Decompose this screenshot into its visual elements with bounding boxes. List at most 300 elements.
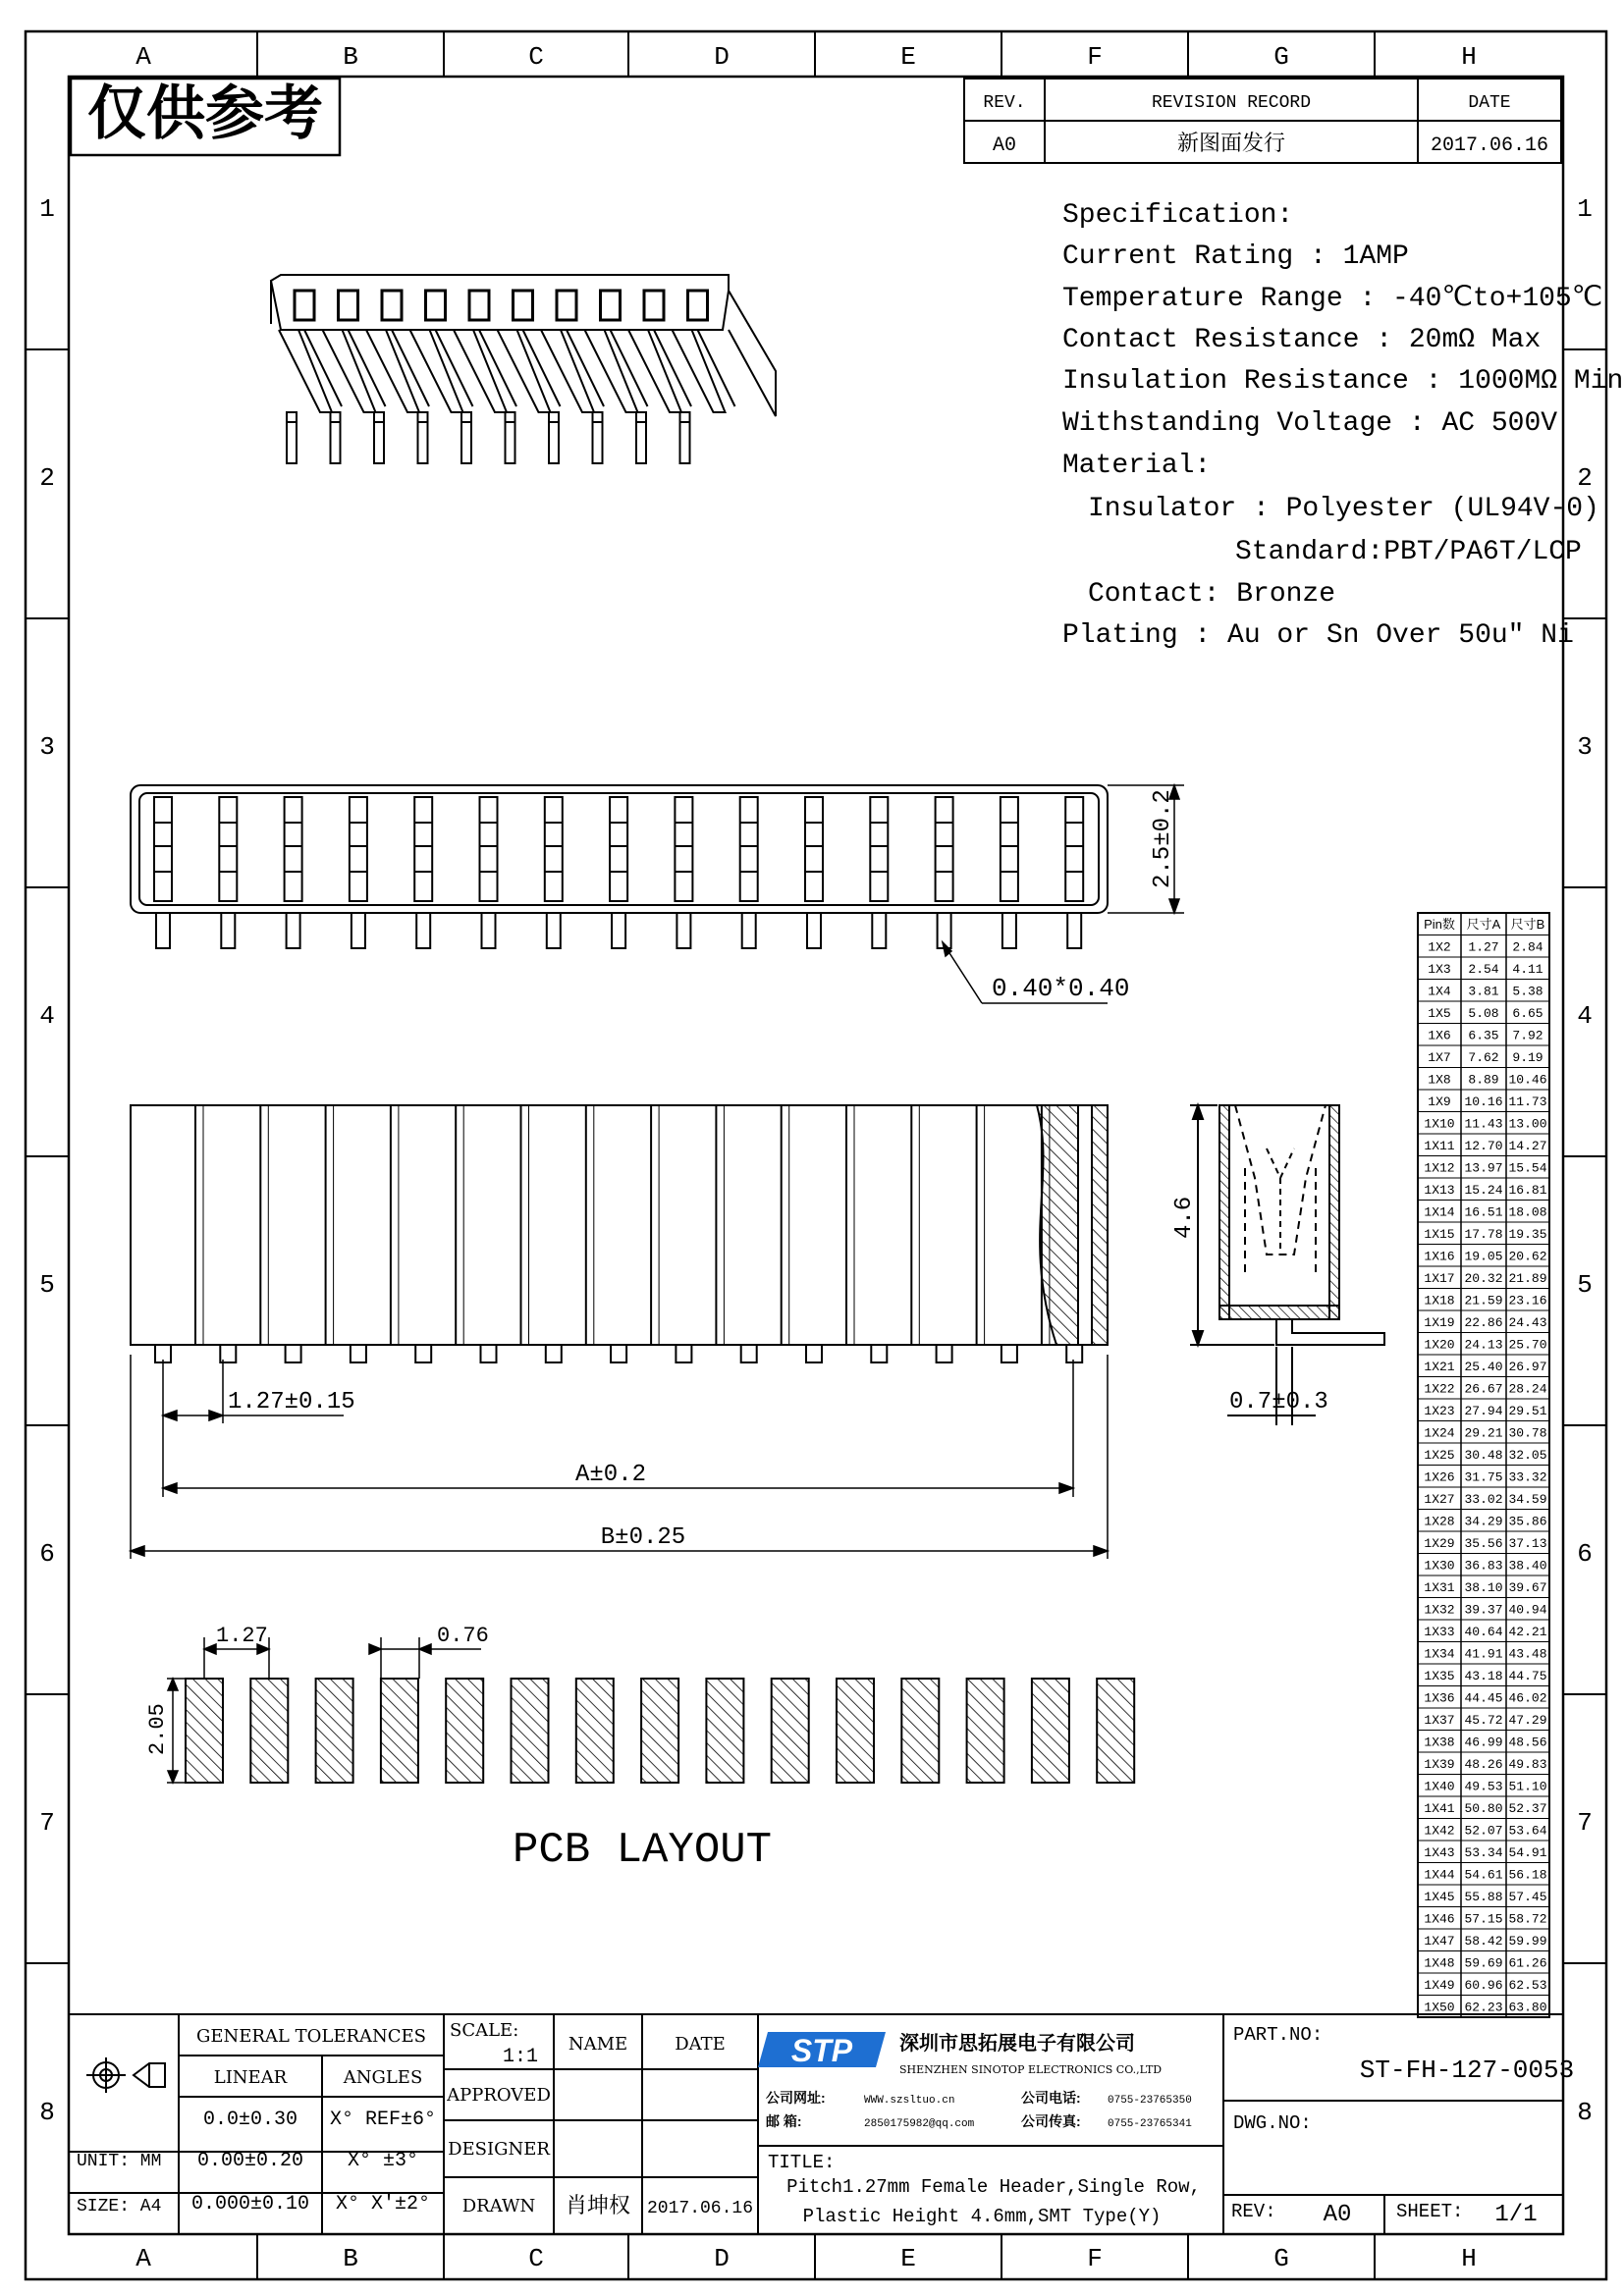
size-label: SIZE: A4 [77, 2197, 162, 2216]
angles-label: ANGLES [343, 2067, 423, 2088]
dimension-table-cell: 7.62 [1468, 1050, 1499, 1065]
dimension-table-cell: 7.92 [1512, 1028, 1543, 1043]
spec-line: Temperature Range : -40℃to+105℃ [1062, 284, 1603, 314]
fax-label: 公司传真: [1021, 2113, 1081, 2129]
company-name-en: SHENZHEN SINOTOP ELECTRONICS CO.,LTD [899, 2063, 1163, 2076]
dimension-table-cell: 30.48 [1464, 1448, 1503, 1463]
top-pin [287, 913, 300, 948]
dimension-table-cell: 46.99 [1464, 1735, 1503, 1750]
grid-column-label: B [343, 2244, 358, 2273]
dimension-table-cell: 1X11 [1424, 1139, 1455, 1153]
row-labels-left [39, 194, 55, 2127]
grid-column-label: G [1273, 2244, 1289, 2273]
spec-line: Insulation Resistance : 1000MΩ Min [1062, 366, 1624, 397]
iso-pin-leg [506, 412, 515, 463]
iso-contact-wall [304, 330, 342, 406]
dimension-table-cell: 62.53 [1508, 1978, 1547, 1993]
dimension-table-cell: 2.54 [1468, 962, 1499, 977]
top-body-outline [131, 785, 1108, 913]
iso-pin-leg [636, 412, 646, 463]
front-pin [611, 1345, 626, 1362]
dimension-table-cell: 19.05 [1464, 1249, 1503, 1264]
dimension-table-cell: 1X43 [1424, 1845, 1455, 1860]
grid-column-label: C [528, 42, 544, 72]
iso-pin-leg [374, 412, 384, 463]
dimension-table-cell: 61.26 [1508, 1955, 1547, 1971]
iso-contact-wall [567, 330, 604, 406]
iso-contact-wall [654, 330, 691, 406]
dimension-table-cell: 1X21 [1424, 1360, 1455, 1374]
top-contact-slot [219, 797, 237, 901]
date-label: DATE [675, 2034, 726, 2055]
dimension-table-cell: 1X31 [1424, 1580, 1455, 1595]
tolerance-linear: 0.000±0.10 [190, 2193, 310, 2216]
iso-contact-wall [479, 330, 516, 406]
pcb-layout [186, 1679, 1134, 1783]
sheet-value: 1/1 [1494, 2202, 1538, 2228]
email-value: 2850175982@qq.com [864, 2118, 975, 2130]
pcb-pad [967, 1679, 1004, 1783]
dimension-table-cell: 13.97 [1464, 1160, 1503, 1176]
reference-stamp [71, 79, 340, 155]
drawn-date: 2017.06.16 [646, 2199, 754, 2218]
dimension-table-cell: 8.89 [1468, 1072, 1499, 1088]
dimension-table-cell: 20.62 [1508, 1249, 1547, 1264]
top-contact-slot [480, 797, 498, 901]
dimension-table-cell: 13.00 [1508, 1116, 1547, 1132]
front-pin [286, 1345, 301, 1362]
dimension-table-cell: 5.38 [1512, 984, 1543, 999]
dwg-no-label: DWG.NO: [1233, 2112, 1312, 2134]
dimension-table-cell: 1X35 [1424, 1669, 1455, 1683]
dimension-table-cell: 1X33 [1424, 1625, 1455, 1639]
unit-label: UNIT: MM [77, 2152, 162, 2171]
dimension-table-cell: 60.96 [1464, 1978, 1503, 1993]
grid-row-label: 8 [1577, 2098, 1593, 2127]
grid-row-label: 5 [39, 1270, 55, 1300]
part-no-value: ST-FH-127-0053 [1359, 2056, 1575, 2085]
dimension-table-cell: 27.94 [1464, 1404, 1503, 1418]
grid-column-label: H [1461, 2244, 1477, 2273]
grid-row-label: 7 [39, 1808, 55, 1838]
pcb-pad [576, 1679, 614, 1783]
top-contact-slot [610, 797, 627, 901]
iso-contact-wall [523, 330, 561, 406]
grid-column-label: G [1273, 42, 1289, 72]
dimension-table-cell: 49.83 [1508, 1757, 1547, 1772]
dimension-table-cell: 15.54 [1508, 1160, 1547, 1176]
dimension-table-header: 尺寸A [1466, 917, 1501, 932]
dimension-table-cell: 1X29 [1424, 1536, 1455, 1551]
front-section-hatch [1037, 1105, 1108, 1345]
iso-pin-leg [461, 412, 471, 463]
pcb-pad [186, 1679, 223, 1783]
dimension-table-cell: 10.46 [1508, 1072, 1547, 1088]
iso-pin-leg [549, 412, 559, 463]
approved-label: APPROVED [447, 2085, 551, 2106]
dimension-table-cell: 9.19 [1512, 1050, 1543, 1065]
date-header: DATE [1468, 93, 1511, 113]
dimension-table-cell: 62.23 [1464, 2000, 1503, 2015]
dimension-table-cell: 55.88 [1464, 1890, 1503, 1904]
dimension-table-cell: 11.43 [1464, 1116, 1503, 1132]
dimension-table-cell: 41.91 [1464, 1646, 1503, 1662]
dimension-table-cell: 52.07 [1464, 1823, 1503, 1839]
front-pin [351, 1345, 366, 1362]
drawn-label: DRAWN [461, 2196, 536, 2216]
dimension-table-cell: 42.21 [1508, 1625, 1547, 1639]
top-pin [612, 913, 625, 948]
dimension-table-cell: 1X7 [1428, 1050, 1451, 1065]
iso-pin-cavity [557, 291, 576, 320]
spec-line: Standard:PBT/PA6T/LCP [1235, 537, 1582, 567]
dimension-table-cell: 38.40 [1508, 1558, 1547, 1574]
grid-row-label: 4 [39, 1001, 55, 1031]
dimension-table-cell: 24.43 [1508, 1315, 1547, 1330]
top-pin [547, 913, 561, 948]
top-contact-slot [805, 797, 823, 901]
spec-line: Current Rating : 1AMP [1062, 241, 1409, 272]
front-pin [415, 1345, 431, 1362]
dimension-table-cell: 15.24 [1464, 1183, 1503, 1198]
iso-pin-leg [287, 412, 297, 463]
dimension-table-cell: 1X32 [1424, 1602, 1455, 1618]
dimension-table-cell: 20.32 [1464, 1271, 1503, 1286]
dimension-table-cell: 1X38 [1424, 1735, 1455, 1750]
front-pin [481, 1345, 497, 1362]
dimension-table-cell: 58.72 [1508, 1911, 1547, 1927]
dimension-table-cell: 47.29 [1508, 1713, 1547, 1728]
top-pin [352, 913, 365, 948]
dimension-table-cell: 3.81 [1468, 984, 1499, 999]
top-pin [156, 913, 170, 948]
dimension-table-cell: 25.40 [1464, 1360, 1503, 1374]
dimension-table-cell: 1X44 [1424, 1867, 1455, 1883]
dimension-table-cell: 1X34 [1424, 1646, 1455, 1662]
pcb-height-dimension: 2.05 [145, 1703, 170, 1755]
dimension-table-cell: 1X5 [1428, 1006, 1451, 1021]
dimension-table-cell: 1X14 [1424, 1204, 1455, 1220]
pcb-pad [641, 1679, 678, 1783]
rev-value: A0 [992, 134, 1017, 157]
dimension-table-header: Pin数 [1424, 917, 1455, 932]
drawn-name: 肖坤权 [565, 2193, 631, 2217]
pcb-layout-label: PCB LAYOUT [513, 1826, 773, 1875]
iso-contact-wall [392, 330, 429, 406]
grid-row-label: 4 [1577, 1001, 1593, 1031]
dimension-table-cell: 39.37 [1464, 1602, 1503, 1618]
dimension-table-cell: 10.16 [1464, 1095, 1503, 1109]
top-contact-slot [936, 797, 953, 901]
dimension-table-cell: 35.86 [1508, 1514, 1547, 1529]
dimension-table-cell: 17.78 [1464, 1227, 1503, 1242]
dimension-table-cell: 1X4 [1428, 984, 1451, 999]
dimension-table-cell: 18.08 [1508, 1204, 1547, 1220]
grid-row-label: 1 [1577, 194, 1593, 224]
tolerance-linear: 0.00±0.20 [196, 2150, 304, 2172]
pcb-pad [772, 1679, 809, 1783]
dimension-table-cell: 23.16 [1508, 1293, 1547, 1308]
dimension-table-cell: 1X8 [1428, 1072, 1451, 1088]
column-labels-top [135, 42, 1477, 72]
title-line-2: Plastic Height 4.6mm,SMT Type(Y) [802, 2206, 1162, 2227]
dimension-table-cell: 48.56 [1508, 1735, 1547, 1750]
phone-label: 公司电话: [1021, 2090, 1081, 2106]
part-no-label: PART.NO: [1233, 2024, 1324, 2046]
dimension-table-cell: 36.83 [1464, 1558, 1503, 1574]
dimension-table-cell: 40.64 [1464, 1625, 1503, 1639]
dimension-table-cell: 59.69 [1464, 1955, 1503, 1971]
tolerance-linear: 0.0±0.30 [202, 2109, 298, 2131]
dimension-table-cell: 58.42 [1464, 1934, 1503, 1949]
front-view [131, 1105, 1108, 1362]
dimension-table-cell: 25.70 [1508, 1337, 1547, 1353]
iso-pin-cavity [295, 291, 314, 320]
dimension-table-cell: 19.35 [1508, 1227, 1547, 1242]
front-section-contact [1078, 1105, 1092, 1345]
dimension-table-cell: 5.08 [1468, 1006, 1499, 1021]
grid-row-label: 2 [39, 463, 55, 493]
grid-column-label: E [900, 2244, 916, 2273]
dimension-table-cell: 1X9 [1428, 1095, 1451, 1109]
iso-contact-wall [611, 330, 648, 406]
dimension-table-cell: 56.18 [1508, 1867, 1547, 1883]
dimension-table-cell: 1X15 [1424, 1227, 1455, 1242]
top-contact-slot [285, 797, 302, 901]
iso-pin-leg [593, 412, 603, 463]
front-pin [676, 1345, 691, 1362]
dimension-table-cell: 34.29 [1464, 1514, 1503, 1529]
top-pin [872, 913, 886, 948]
grid-row-label: 6 [39, 1539, 55, 1569]
dimension-table-cell: 46.02 [1508, 1690, 1547, 1706]
dimension-table-cell: 21.89 [1508, 1271, 1547, 1286]
iso-pin-leg [680, 412, 690, 463]
grid-column-label: D [714, 42, 730, 72]
name-label: NAME [568, 2034, 628, 2055]
dimension-table-cell: 1X12 [1424, 1160, 1455, 1176]
grid-row-label: 1 [39, 194, 55, 224]
iso-body-end [729, 291, 776, 416]
dimension-table-cell: 33.02 [1464, 1492, 1503, 1507]
front-pin [1066, 1345, 1082, 1362]
dimension-table-cell: 1X22 [1424, 1381, 1455, 1397]
isometric-view [271, 275, 776, 463]
dimension-table-cell: 53.34 [1464, 1845, 1503, 1860]
front-pin [871, 1345, 887, 1362]
front-pin [546, 1345, 562, 1362]
dimension-table-cell: 44.45 [1464, 1690, 1503, 1706]
spec-line: Material: [1062, 451, 1212, 481]
pcb-pad [901, 1679, 939, 1783]
spec-line: Insulator : Polyester (UL94V-0) [1088, 494, 1599, 524]
dimension-table-cell: 33.32 [1508, 1469, 1547, 1485]
dimension-table-cell: 1X39 [1424, 1757, 1455, 1772]
dimension-table-cell: 1X25 [1424, 1448, 1455, 1463]
pcb-pad [316, 1679, 353, 1783]
dimension-table-cell: 38.10 [1464, 1580, 1503, 1595]
dimension-table-cell: 30.78 [1508, 1425, 1547, 1441]
grid-column-label: A [135, 42, 151, 72]
revision-description: 新图面发行 [1176, 131, 1286, 155]
dimension-table-cell: 1X17 [1424, 1271, 1455, 1286]
iso-contact-wall [436, 330, 473, 406]
spec-line: Contact: Bronze [1088, 579, 1336, 610]
spec-line: Plating : Au or Sn Over 50u" Ni [1062, 620, 1574, 651]
iso-pin-leg [418, 412, 428, 463]
dimension-table-cell: 1X36 [1424, 1690, 1455, 1706]
dimension-table-cell: 1X13 [1424, 1183, 1455, 1198]
dimension-table-cell: 1.27 [1468, 939, 1499, 955]
top-pin [482, 913, 496, 948]
grid-column-label: C [528, 2244, 544, 2273]
dimension-table-cell: 1X3 [1428, 962, 1451, 977]
fax-value: 0755-23765341 [1108, 2118, 1192, 2130]
dimension-table-header: 尺寸B [1510, 917, 1545, 932]
pcb-pad [512, 1679, 549, 1783]
dimension-table-cell: 43.18 [1464, 1669, 1503, 1683]
pcb-pad [1097, 1679, 1134, 1783]
email-label: 邮 箱: [766, 2113, 802, 2129]
grid-column-label: H [1461, 42, 1477, 72]
dimension-table-cell: 24.13 [1464, 1337, 1503, 1353]
iso-contact-wall [698, 330, 735, 406]
iso-pin-cavity [339, 291, 358, 320]
dimension-table-cell: 1X18 [1424, 1293, 1455, 1308]
dimension-table-cell: 1X16 [1424, 1249, 1455, 1264]
grid-row-label: 7 [1577, 1808, 1593, 1838]
dimension-table-cell: 22.86 [1464, 1315, 1503, 1330]
tolerance-angle: X° REF±6° [329, 2109, 437, 2131]
dimension-table-cell: 6.35 [1468, 1028, 1499, 1043]
dimension-table-cell: 1X47 [1424, 1934, 1455, 1949]
dimension-table-cell: 4.11 [1512, 962, 1543, 977]
pcb-pad [381, 1679, 418, 1783]
top-contact-slot [154, 797, 172, 901]
rev-value-title: A0 [1323, 2202, 1352, 2228]
dimension-table-cell: 16.81 [1508, 1183, 1547, 1198]
dimension-table-cell: 1X26 [1424, 1469, 1455, 1485]
top-pin [416, 913, 430, 948]
height-side-dimension: 4.6 [1171, 1196, 1198, 1239]
dimension-table-cell: 11.73 [1508, 1095, 1547, 1109]
dimension-table-cell: 1X28 [1424, 1514, 1455, 1529]
top-pin [1002, 913, 1016, 948]
grid-row-label: 3 [39, 732, 55, 762]
dimension-table-cell: 51.10 [1508, 1779, 1547, 1794]
dimension-table-cell: 1X24 [1424, 1425, 1455, 1441]
top-contact-slot [870, 797, 888, 901]
grid-row-label: 5 [1577, 1270, 1593, 1300]
grid-column-label: F [1087, 42, 1103, 72]
dimension-table-cell: 43.48 [1508, 1646, 1547, 1662]
dimension-table-cell: 12.70 [1464, 1139, 1503, 1153]
pcb-pitch-dimension: 1.27 [216, 1624, 268, 1648]
top-contact-slot [414, 797, 432, 901]
general-tolerances-label: GENERAL TOLERANCES [195, 2026, 427, 2047]
grid-column-label: E [900, 42, 916, 72]
logo-text: STP [790, 2033, 853, 2068]
column-labels-bottom [135, 2244, 1477, 2273]
dimension-table-cell: 53.64 [1508, 1823, 1547, 1839]
linear-label: LINEAR [213, 2067, 288, 2088]
dimension-table-cell: 1X49 [1424, 1978, 1455, 1993]
dimension-table-cell: 1X30 [1424, 1558, 1455, 1574]
dimension-table-cell: 39.67 [1508, 1580, 1547, 1595]
front-pin [741, 1345, 757, 1362]
iso-pin-cavity [426, 291, 446, 320]
iso-contact-wall [349, 330, 386, 406]
dimension-table-cell: 1X10 [1424, 1116, 1455, 1132]
revision-date: 2017.06.16 [1430, 134, 1549, 157]
dimension-table-cell: 21.59 [1464, 1293, 1503, 1308]
pcb-pad [250, 1679, 288, 1783]
specification-block [1062, 200, 1623, 651]
top-view [131, 785, 1108, 948]
dimension-table-cell: 44.75 [1508, 1669, 1547, 1683]
height-top-dimension: 2.5±0.2 [1150, 789, 1176, 888]
top-view-dimensions [943, 785, 1184, 1003]
dimension-table-cell: 1X6 [1428, 1028, 1451, 1043]
top-pin [677, 913, 690, 948]
dimension-table-cell: 40.94 [1508, 1602, 1547, 1618]
top-pin [807, 913, 821, 948]
dimension-table-cell: 1X19 [1424, 1315, 1455, 1330]
revision-record-header: REVISION RECORD [1151, 93, 1312, 113]
spec-line: Contact Resistance : 20mΩ Max [1062, 325, 1542, 355]
dimension-table-cell: 1X41 [1424, 1801, 1455, 1816]
website-value: WWW.szsltuo.cn [864, 2095, 955, 2107]
dimension-table-cell: 50.80 [1464, 1801, 1503, 1816]
top-pin [221, 913, 235, 948]
top-contact-slot [350, 797, 367, 901]
sheet-label: SHEET: [1396, 2201, 1464, 2222]
dimension-table-cell: 35.56 [1464, 1536, 1503, 1551]
dimension-table-cell: 26.97 [1508, 1360, 1547, 1374]
dimension-table-cell: 29.21 [1464, 1425, 1503, 1441]
top-contact-slot [1001, 797, 1018, 901]
grid-row-label: 3 [1577, 732, 1593, 762]
grid-column-label: D [714, 2244, 730, 2273]
pcb-pad [706, 1679, 743, 1783]
stamp-text: 仅供参考 [87, 80, 323, 146]
top-pin [742, 913, 756, 948]
grid-column-label: A [135, 2244, 151, 2273]
dimension-table-cell: 1X46 [1424, 1911, 1455, 1927]
pcb-pad [446, 1679, 483, 1783]
dimension-table-cell: 16.51 [1464, 1204, 1503, 1220]
grid-row-label: 6 [1577, 1539, 1593, 1569]
a-dimension: A±0.2 [574, 1462, 647, 1488]
dimension-table [1418, 913, 1549, 2017]
top-body-inner [139, 793, 1099, 905]
phone-value: 0755-23765350 [1108, 2095, 1192, 2107]
company-name-cn: 深圳市思拓展电子有限公司 [899, 2033, 1135, 2055]
top-contact-slot [1065, 797, 1083, 901]
dimension-table-cell: 1X37 [1424, 1713, 1455, 1728]
top-pin [1067, 913, 1081, 948]
dimension-table-cell: 1X2 [1428, 939, 1451, 955]
dimension-table-cell: 37.13 [1508, 1536, 1547, 1551]
dimension-table-cell: 34.59 [1508, 1492, 1547, 1507]
iso-pin-cavity [601, 291, 621, 320]
pcb-pad [1032, 1679, 1069, 1783]
spec-line: Specification: [1062, 200, 1294, 231]
front-pin [937, 1345, 952, 1362]
rev-header: REV. [983, 93, 1026, 113]
dimension-table-cell: 1X40 [1424, 1779, 1455, 1794]
rev-label: REV: [1231, 2201, 1276, 2222]
